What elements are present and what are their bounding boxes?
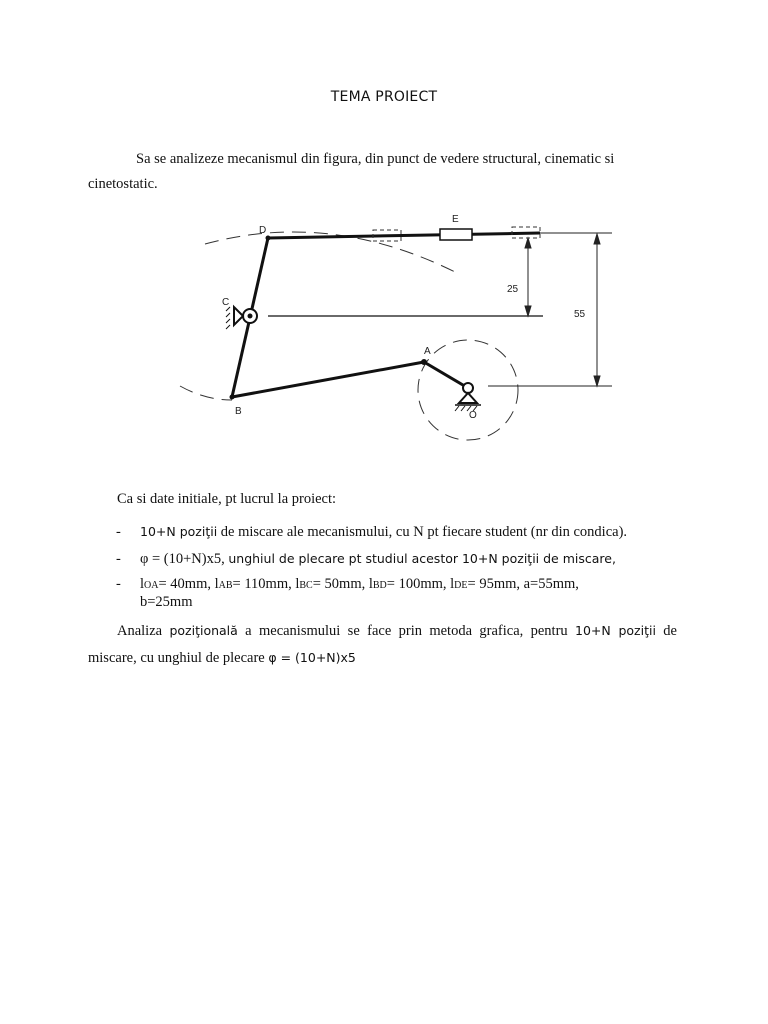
mechanism-diagram [0,0,768,460]
pivot-c [226,307,257,329]
intro-text: Ca si date initiale, pt lucrul la proiect: [117,491,337,507]
label-point-b: B [235,406,242,417]
paragraph-analysis-line1: Analiza poziţională a mecanismului se face prin metoda grafica, pentru 10+N poziţii de [117,623,677,639]
arc-trajectory-bottom [180,386,232,400]
label-point-d: D [259,225,267,236]
link-ab [232,362,424,397]
list-item-continuation: b=25mm [140,594,193,610]
paragraph-task-line2: cinetostatic. [88,176,158,192]
joint-d [266,236,271,241]
paragraph-analysis-line2: miscare, cu unghiul de plecare φ = (10+N)x5 [88,650,356,666]
joint-a [421,359,427,365]
document-page: TEMA PROIECT Sa se analizeze mecanismul din figura, din punct de vedere structural, cinematic si cinetostatic. 25 55 D E C A B O Ca si date initiale, pt lucrul la proiect: - 10+N poziţii de miscare ale mecanismului, cu N pt fiecare student (nr din condica). - φ = (10+N)x5, unghiul de plecare pt studiul acestor 10+N poziţii de miscare, - lOA= 40mm, lAB= 110mm, lBC= 50mm, lBD= 100mm, lDE= 95mm, a=55mm, b=25mm Analiza poziţională a mecanismului se face prin metoda grafica, pentru 10+N poziţii de miscare, cu unghiul de plecare φ = (10+N)x5 [0,0,768,1024]
joint-b [230,395,235,400]
dimension-label-55: 55 [574,309,586,320]
link-de [268,233,540,238]
slider-block-e [440,229,472,240]
label-point-o: O [469,410,477,421]
dimension-label-25: 25 [507,284,519,295]
paragraph-task-line1: Sa se analizeze mecanismul din figura, din punct de vedere structural, cinematic si [136,151,615,167]
label-point-c: C [222,297,230,308]
label-point-a: A [424,346,431,357]
label-point-e: E [452,214,459,225]
pivot-o [455,383,481,411]
crank-oa [424,362,468,388]
page-title: TEMA PROIECT [330,89,438,105]
